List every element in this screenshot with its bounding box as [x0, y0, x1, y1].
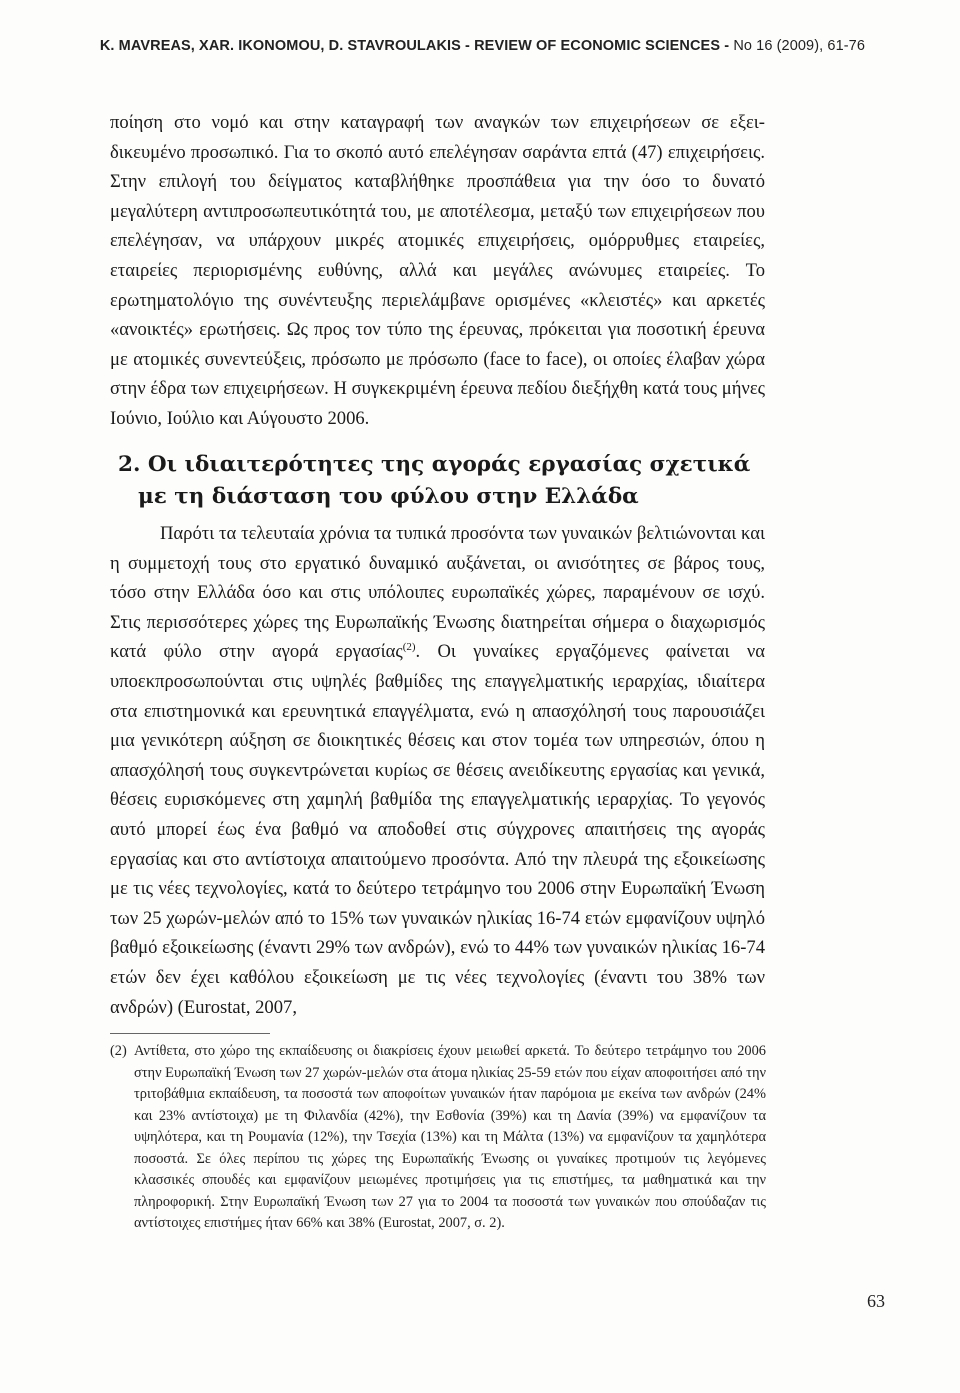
footnote-divider [110, 1033, 270, 1034]
page-number: 63 [867, 1291, 885, 1311]
body-paragraph-2-text-b: . Οι γυναίκες εργαζόμενες φαίνεται να υποεκπροσωπούνται στις υψηλές βαθμίδες της επαγγελματικής ιεραρχίας, ιδιαίτερα στα επιστημονικά και ερευνητικά επαγγέλματα, ενώ η απασχόλησή τους παρουσιάζει μια γενικότερη αύξηση σε διοικητικές θέσεις και στον τομέα των υπηρεσιών, όπου η απασχόλησή τους συγκεντρώνεται κυρίως σε θέσεις ανειδίκευτης εργασίας και γενικά, θέσεις ευρισκόμενες στη χαμηλή βαθμίδα της επαγγελματικής ιεραρχίας. Το γεγονός αυτό μπορεί έως ένα βαθμό να αποδοθεί στις σύγχρονες απαιτήσεις της αγοράς εργασίας και στο αντίστοιχα απαιτούμενο προσόντα. Από την πλευρά της εξοικείωσης με τις νέες τεχνολογίες, κατά το δεύτερο τετράμηνο του 2006 στην Ευρωπαϊκή Ένωση των 25 χωρών-μελών από το 15% των γυναικών ηλικίας 16-74 ετών εμφανίζουν υψηλό βαθμό εξοικείωσης (έναντι 29% των ανδρών), ενώ το 44% των γυναικών ηλικίας 16-74 ετών δεν έχει καθόλου εξοικείωση με τις νέες τεχνολογίες (έναντι του 38% των ανδρών) (Eurostat, 2007, [110, 641, 765, 1018]
footnote-reference[interactable]: (2) [402, 641, 416, 654]
footnote-mark: (2) [110, 1043, 127, 1059]
footnote-text: Αντίθετα, στο χώρο της εκπαίδευσης οι διακρίσεις έχουν μειωθεί αρκετά. Το δεύτερο τετράμηνο του 2006 στην Ευρωπαϊκή Ένωση των 27 χωρών-μελών στα άτομα ηλικίας 25-59 ετών που είχαν αποφοιτήσει από την τριτοβάθμια εκπαίδευση, τα ποσοστά των αποφοίτων γυναικών ήταν παρόμοια με εκείνα των ανδρών (24% και 23% αντίστοιχα) με τη Φιλανδία (42%), την Εσθονία (39%) και τη Δανία (39%) να εμφανίζουν τα υψηλότερα, και τη Ρουμανία (12%), την Τσεχία (13%) και τη Μάλτα (13%) να εμφανίζουν τα χαμηλότερα ποσοστά. Σε όλες περίπου τις χώρες της Ευρωπαϊκής Ένωσης οι γυναίκες προτιμούν τις λεγόμενες κλασσικές σπουδές και εμφανίζουν μειωμένες προτιμήσεις για τις επιστήμες, τα μαθηματικά και την πληροφορική. Στην Ευρωπαϊκή Ένωση των 27 για το 2004 τα ποσοστά των γυναικών που σπούδαζαν τις αντίστοιχες επιστήμες ήταν 66% και 38% (Eurostat, 2007, σ. 2). [134, 1043, 766, 1231]
body-paragraph-2-text-a: Παρότι τα τελευταία χρόνια τα τυπικά προσόντα των γυναικών βελτιώνονται και η συμμετοχή τους στο εργατικό δυναμικό αυξάνεται, οι ανισότητες σε βάρος τους, τόσο στην Ελλάδα όσο και στις υπόλοιπες ευρωπαϊκές χώρες, παραμένουν σε ισχύ. Στις περισσότερες χώρες της Ευρωπαϊκής Ένωσης διατηρείται σήμερα ο διαχωρισμός κατά φύλο στην αγορά εργασίας [110, 523, 765, 663]
running-header-authors-journal: K. MAVREAS, XAR. IKONOMOU, D. STAVROULAKIS - REVIEW OF ECONOMIC SCIENCES - [99, 38, 730, 54]
running-header-issue: No 16 (2009), 61-76 [733, 38, 865, 54]
running-header [0, 38, 865, 54]
section-heading-line-1: 2. Οι ιδιαιτερότητες της αγοράς εργασίας σχετικά [118, 452, 751, 477]
footnote [110, 1041, 766, 1235]
body-paragraph-2 [110, 519, 765, 1022]
section-heading [118, 449, 768, 513]
section-heading-line-2: με τη διάσταση του φύλου στην Ελλάδα [138, 484, 639, 509]
body-paragraph-1: ποίηση στο νομό και στην καταγραφή των αναγκών των επιχειρήσεων σε εξειδικευμένο προσωπικό. Για το σκοπό αυτό επελέγησαν σαράντα επτά (47) επιχειρήσεις. Στην επιλογή του δείγματος καταβλήθηκε προσπάθεια για την όσο το δυνατό μεγαλύτερη αντιπροσωπευτικότητά του, με αποτέλεσμα, μεταξύ των επιχειρήσεων που επελέγησαν, να υπάρχουν μικρές ατομικές επιχειρήσεις, ομόρρυθμες εταιρείες, εταιρείες περιορισμένης ευθύνης, αλλά και μεγάλες ανώνυμες εταιρείες. Το ερωτηματολόγιο της συνέντευξης περιελάμβανε ορισμένες «κλειστές» και αρκετές «ανοικτές» ερωτήσεις. Ως προς τον τύπο της έρευνας, πρόκειται για ποσοτική έρευνα με ατομικές συνεντεύξεις, πρόσωπο με πρόσωπο (face to face), οι οποίες έλαβαν χώρα στην έδρα των επιχειρήσεων. Η συγκεκριμένη έρευνα πεδίου διεξήχθη κατά τους μήνες Ιούνιο, Ιούλιο και Αύγουστο 2006. [110, 112, 765, 429]
